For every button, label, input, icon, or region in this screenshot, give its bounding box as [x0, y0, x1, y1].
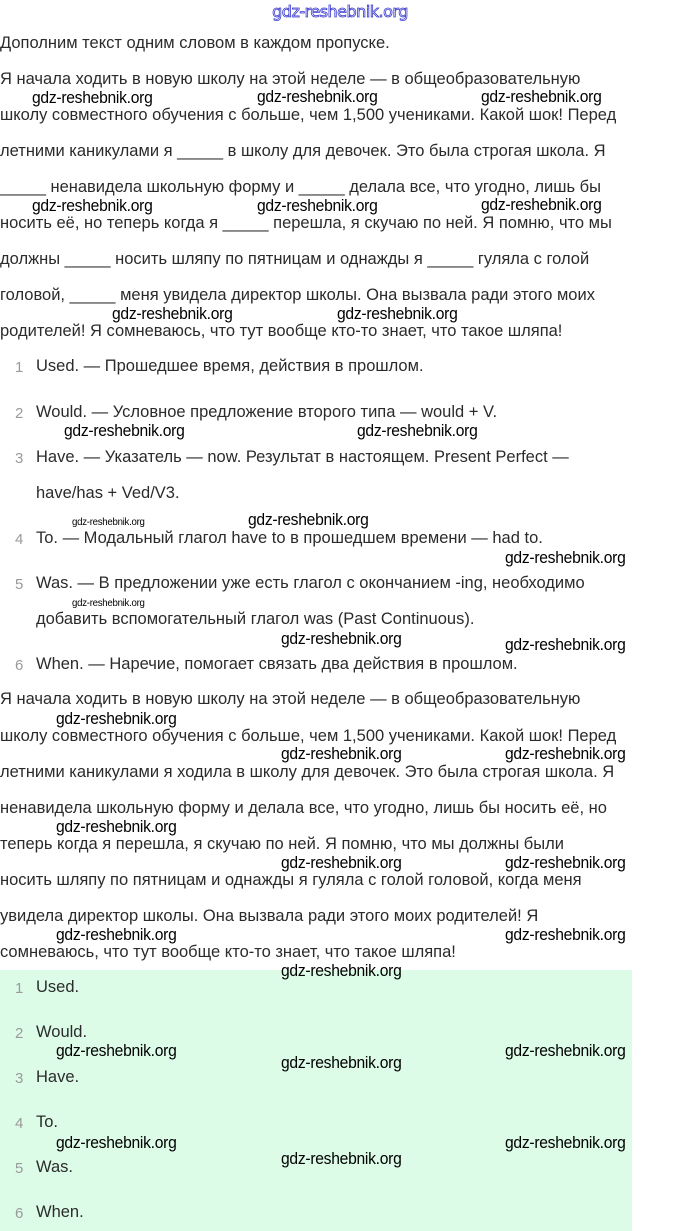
watermark: gdz-reshebnik.org: [56, 817, 177, 836]
watermark: gdz-reshebnik.org: [505, 548, 626, 567]
item-number: 2: [15, 405, 24, 422]
answer-number: 3: [15, 1070, 24, 1087]
completed-line: летними каникулами я ходила в школу для девочек. Это была строгая школа. Я: [0, 763, 615, 781]
gapped-line: родителей! Я сомневаюсь, что тут вообще кто-то знает, что такое шляпа!: [0, 322, 563, 340]
answer-number: 5: [15, 1160, 24, 1177]
watermark: gdz-reshebnik.org: [56, 1133, 177, 1152]
watermark: gdz-reshebnik.org: [281, 1053, 402, 1072]
answer-word: Have.: [36, 1068, 80, 1086]
completed-line: ненавидела школьную форму и делала все, что угодно, лишь бы носить её, но: [0, 799, 607, 817]
watermark: gdz-reshebnik.org: [64, 421, 185, 440]
answer-number: 4: [15, 1115, 24, 1132]
gapped-line: Я начала ходить в новую школу на этой неделе — в общеобразовательную: [0, 70, 581, 88]
watermark: gdz-reshebnik.org: [257, 196, 378, 215]
watermark: gdz-reshebnik.org: [481, 87, 602, 106]
watermark: gdz-reshebnik.org: [281, 961, 402, 980]
answers-box: [0, 970, 632, 1231]
gapped-line: головой, _____ меня увидела директор школы. Она вызвала ради этого моих: [0, 286, 595, 304]
item-number: 4: [15, 531, 24, 548]
watermark: gdz-reshebnik.org: [281, 629, 402, 648]
watermark: gdz-reshebnik.org: [56, 1041, 177, 1060]
watermark: gdz-reshebnik.org: [72, 516, 145, 528]
gapped-line: должны _____ носить шляпу по пятницам и однажды я _____ гуляла с голой: [0, 250, 590, 268]
completed-line: носить шляпу по пятницам и однажды я гуляла с голой головой, когда меня: [0, 871, 582, 889]
watermark: gdz-reshebnik.org: [248, 510, 369, 529]
watermark: gdz-reshebnik.org: [505, 635, 626, 654]
watermark: gdz-reshebnik.org: [257, 87, 378, 106]
watermark: gdz-reshebnik.org: [505, 925, 626, 944]
answer-word: Would.: [36, 1023, 88, 1041]
item-number: 3: [15, 450, 24, 467]
completed-line: увидела директор школы. Она вызвала ради этого моих родителей! Я: [0, 907, 539, 925]
watermark: gdz-reshebnik.org: [281, 744, 402, 763]
item-number: 1: [15, 359, 24, 376]
watermark: gdz-reshebnik.org: [56, 709, 177, 728]
gapped-line: школу совместного обучения с больше, чем 1,500 учениками. Какой шок! Перед: [0, 106, 617, 124]
watermark: gdz-reshebnik.org: [32, 196, 153, 215]
item-text: Have. — Указатель — now. Результат в настоящем. Present Perfect —: [36, 448, 569, 466]
gapped-line: носить её, но теперь когда я _____ перешла, я скучаю по ней. Я помню, что мы: [0, 214, 612, 232]
completed-line: теперь когда я перешла, я скучаю по ней. Я помню, что мы должны были: [0, 835, 564, 853]
watermark: gdz-reshebnik.org: [481, 195, 602, 214]
answer-word: To.: [36, 1113, 59, 1131]
watermark: gdz-reshebnik.org: [505, 853, 626, 872]
completed-line: сомневаюсь, что тут вообще кто-то знает, что такое шляпа!: [0, 943, 456, 961]
watermark: gdz-reshebnik.org: [32, 88, 153, 107]
watermark: gdz-reshebnik.org: [56, 925, 177, 944]
item-text-continued: добавить вспомогательный глагол was (Past Continuous).: [36, 610, 475, 628]
task-instruction: Дополним текст одним словом в каждом пропуске.: [0, 34, 390, 52]
gapped-line: летними каникулами я _____ в школу для девочек. Это была строгая школа. Я: [0, 142, 606, 160]
watermark: gdz-reshebnik.org: [357, 421, 478, 440]
item-number: 6: [15, 657, 24, 674]
item-text: Was. — В предложении уже есть глагол с окончанием -ing, необходимо: [36, 574, 585, 592]
completed-line: школу совместного обучения с больше, чем 1,500 учениками. Какой шок! Перед: [0, 727, 617, 745]
item-text: Used. — Прошедшее время, действия в прошлом.: [36, 357, 424, 375]
item-text-continued: have/has + Ved/V3.: [36, 484, 180, 502]
item-text: When. — Наречие, помогает связать два действия в прошлом.: [36, 655, 518, 673]
completed-line: Я начала ходить в новую школу на этой неделе — в общеобразовательную: [0, 690, 581, 708]
answer-word: When.: [36, 1203, 84, 1221]
watermark: gdz-reshebnik.org: [281, 853, 402, 872]
answer-number: 1: [15, 980, 24, 997]
item-text: Would. — Условное предложение второго типа — would + V.: [36, 403, 498, 421]
watermark: gdz-reshebnik.org: [281, 1149, 402, 1168]
answer-number: 6: [15, 1205, 24, 1222]
header-watermark: gdz-reshebnik.org: [272, 2, 408, 21]
watermark: gdz-reshebnik.org: [337, 304, 458, 323]
watermark: gdz-reshebnik.org: [72, 597, 145, 609]
item-text: To. — Модальный глагол have to в прошедшем времени — had to.: [36, 529, 543, 547]
watermark: gdz-reshebnik.org: [505, 1133, 626, 1152]
answer-number: 2: [15, 1025, 24, 1042]
item-number: 5: [15, 576, 24, 593]
gapped-line: _____ ненавидела школьную форму и _____ делала все, что угодно, лишь бы: [0, 178, 601, 196]
watermark: gdz-reshebnik.org: [505, 744, 626, 763]
watermark: gdz-reshebnik.org: [505, 1041, 626, 1060]
answer-word: Used.: [36, 978, 80, 996]
watermark: gdz-reshebnik.org: [112, 304, 233, 323]
answer-word: Was.: [36, 1158, 73, 1176]
